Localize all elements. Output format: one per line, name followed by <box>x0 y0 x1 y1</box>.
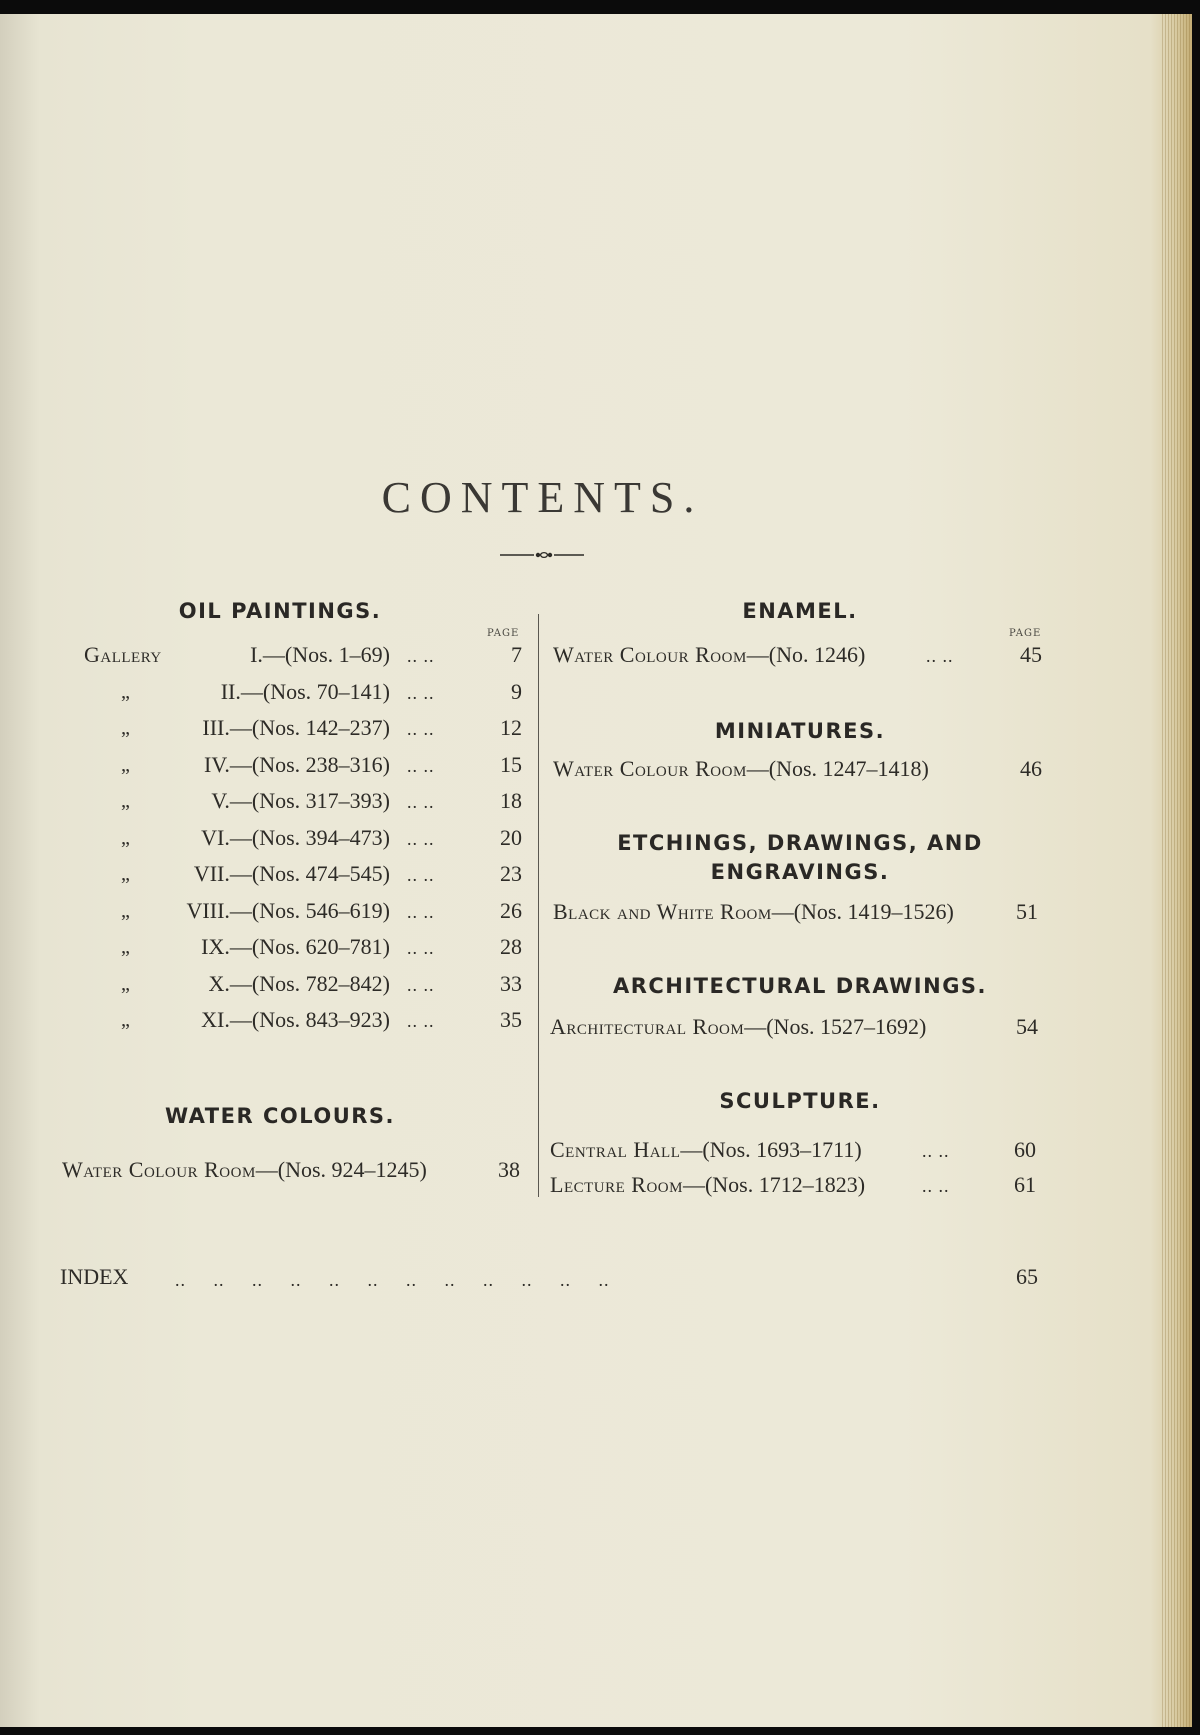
leader-dots: .. .. <box>407 938 435 958</box>
column-divider <box>538 614 539 1197</box>
page-number: 46 <box>1020 756 1042 781</box>
index-label: INDEX <box>60 1264 129 1289</box>
page-title: CONTENTS. <box>381 473 704 522</box>
toc-entry: I.—(Nos. 1–69) <box>250 642 390 667</box>
toc-entry: VI.—(Nos. 394–473) <box>201 825 390 850</box>
toc-entry: XI.—(Nos. 843–923) <box>201 1007 390 1032</box>
entry-range: —(Nos. 1712–1823) <box>682 1172 866 1197</box>
page-number: 15 <box>500 752 522 777</box>
ditto-mark: „ <box>121 863 130 885</box>
room-name: Lecture Room <box>550 1172 683 1197</box>
leader-dots: .. .. <box>407 719 435 739</box>
leader-dots: .. .. <box>407 646 435 666</box>
toc-entry: VIII.—(Nos. 546–619) <box>186 898 390 923</box>
page-number: 18 <box>500 788 522 813</box>
toc-entry <box>553 642 865 668</box>
toc-entry: V.—(Nos. 317–393) <box>211 788 390 813</box>
ditto-mark: „ <box>121 936 130 958</box>
room-name: Black and White Room <box>553 899 772 924</box>
section-heading: SCULPTURE. <box>719 1089 881 1113</box>
leader-dots: .. .. <box>407 792 435 812</box>
toc-entry <box>62 1157 427 1183</box>
ditto-mark: „ <box>121 827 130 849</box>
leader-dots: .. .. <box>926 646 954 666</box>
page-number: 54 <box>1016 1014 1038 1039</box>
page-number: 45 <box>1020 642 1042 667</box>
toc-entry: VII.—(Nos. 474–545) <box>193 861 390 886</box>
entry-range: —(No. 1246) <box>746 642 866 667</box>
toc-entry: IV.—(Nos. 238–316) <box>204 752 390 777</box>
ditto-mark: „ <box>121 754 130 776</box>
entry-range: —(Nos. 1693–1711) <box>680 1137 862 1162</box>
page-number: 51 <box>1016 899 1038 924</box>
room-name: Central Hall <box>550 1137 681 1162</box>
page-number: 61 <box>1014 1172 1036 1197</box>
leader-dots: .. .. <box>407 683 435 703</box>
page-number: 65 <box>1016 1264 1038 1289</box>
ditto-mark: „ <box>121 1009 130 1031</box>
toc-entry: X.—(Nos. 782–842) <box>208 971 390 996</box>
page-number: 35 <box>500 1007 522 1032</box>
section-heading: ENAMEL. <box>742 599 858 623</box>
page-number: 9 <box>511 679 522 704</box>
ditto-mark: „ <box>121 717 130 739</box>
room-name: Water Colour Room <box>62 1157 256 1182</box>
entry-range: —(Nos. 1527–1692) <box>744 1014 927 1039</box>
page-edge <box>1162 14 1192 1727</box>
leader-dots: .. .. <box>922 1176 950 1196</box>
section-heading: MINIATURES. <box>714 719 886 743</box>
room-name: Architectural Room <box>550 1014 745 1039</box>
toc-entry <box>553 899 954 925</box>
page-number: 33 <box>500 971 522 996</box>
page-number: 7 <box>511 642 522 667</box>
room-name: Water Colour Room <box>553 642 747 667</box>
entry-range: —(Nos. 1247–1418) <box>746 756 929 781</box>
toc-entry <box>553 756 929 782</box>
ditto-mark: „ <box>121 681 130 703</box>
section-heading-line-1: ETCHINGS, DRAWINGS, AND <box>617 831 983 855</box>
gallery-label: Gallery <box>84 642 162 667</box>
page-number: 20 <box>500 825 522 850</box>
entry-range: —(Nos. 924–1245) <box>255 1157 427 1182</box>
toc-entry <box>550 1014 926 1040</box>
leader-dots: .. .. <box>407 756 435 776</box>
leader-dots: .. .. <box>407 865 435 885</box>
section-heading: ARCHITECTURAL DRAWINGS. <box>612 974 988 998</box>
ditto-mark: „ <box>121 900 130 922</box>
page-number: 28 <box>500 934 522 959</box>
section-heading: WATER COLOURS. <box>164 1104 396 1128</box>
leader-dots: .. .. <box>922 1141 950 1161</box>
page-number: 12 <box>500 715 522 740</box>
book-page <box>0 14 1192 1727</box>
toc-entry: III.—(Nos. 142–237) <box>202 715 390 740</box>
divider-ornament-icon <box>500 549 584 561</box>
section-heading: OIL PAINTINGS. <box>178 599 382 623</box>
toc-entry: II.—(Nos. 70–141) <box>220 679 390 704</box>
page-column-label: PAGE <box>1009 628 1042 639</box>
page-column-label: PAGE <box>487 628 520 639</box>
entry-range: —(Nos. 1419–1526) <box>771 899 954 924</box>
ditto-mark: „ <box>121 790 130 812</box>
toc-entry <box>550 1172 865 1198</box>
leader-dots: .. .. .. .. .. .. .. .. .. .. .. .. <box>175 1270 610 1290</box>
toc-entry <box>550 1137 862 1163</box>
page-number: 23 <box>500 861 522 886</box>
toc-entry: IX.—(Nos. 620–781) <box>201 934 390 959</box>
ditto-mark: „ <box>121 973 130 995</box>
leader-dots: .. .. <box>407 975 435 995</box>
page-number: 38 <box>498 1157 520 1182</box>
leader-dots: .. .. <box>407 902 435 922</box>
page-number: 26 <box>500 898 522 923</box>
section-heading-line-2: ENGRAVINGS. <box>710 860 890 884</box>
leader-dots: .. .. <box>407 1011 435 1031</box>
page-number: 60 <box>1014 1137 1036 1162</box>
room-name: Water Colour Room <box>553 756 747 781</box>
leader-dots: .. .. <box>407 829 435 849</box>
